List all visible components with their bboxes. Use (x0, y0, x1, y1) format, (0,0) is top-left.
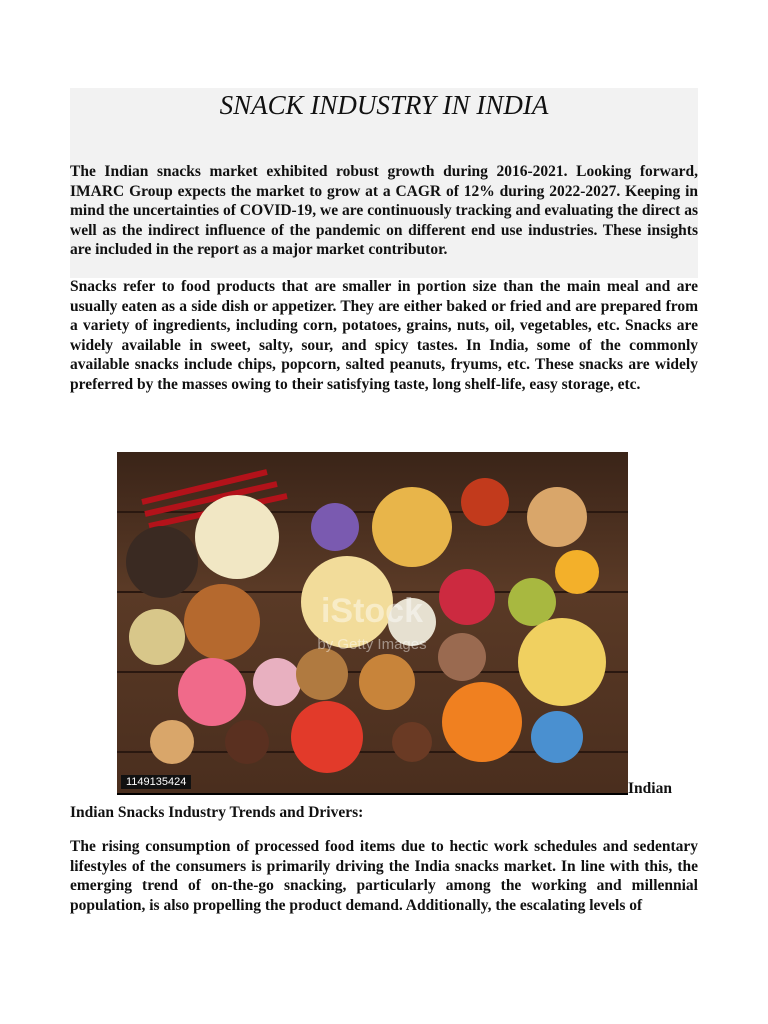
image-underline (117, 793, 628, 795)
image-caption: Indian (628, 780, 672, 797)
stock-watermark: iStock (320, 592, 424, 630)
trends-paragraph: The rising consumption of processed food items due to hectic work schedules and sedentary lifestyles of the consumers is primarily driving the India snacks market. In line with this, the emerging trend of on-the-go snacking, particularly among the working and millennial population, is also propelling the product demand. Additionally, the escalating levels of (70, 838, 698, 914)
section-heading: Indian Snacks Industry Trends and Drivers: (70, 804, 364, 821)
stock-watermark-sub: by Getty Images (317, 636, 427, 653)
page-title: SNACK INDUSTRY IN INDIA (219, 90, 549, 120)
snacks-photo (117, 452, 628, 793)
intro-paragraph: The Indian snacks market exhibited robust growth during 2016-2021. Looking forward, IMARC Group expects the market to grow at a CAGR of 12% during 2022-2027. Keeping in mind the uncertainties of COVID-19, we are continuously tracking and evaluating the direct as well as the indirect influence of the pandemic on different end use industries. These insights are included in the report as a major market contributor. (70, 163, 698, 259)
stock-id-label: 1149135424 (121, 775, 191, 789)
definition-paragraph: Snacks refer to food products that are smaller in portion size than the main meal and are usually eaten as a side dish or appetizer. They are either baked or fried and are prepared from a variety of ingredients, including corn, potatoes, grains, nuts, oil, vegetables, etc. Snacks are widely available in sweet, salty, sour, and spicy tastes. In India, some of the commonly available snacks include chips, popcorn, salted peanuts, fryums, etc. These snacks are widely preferred by the masses owing to their satisfying taste, long shelf-life, easy storage, etc. (70, 278, 698, 393)
